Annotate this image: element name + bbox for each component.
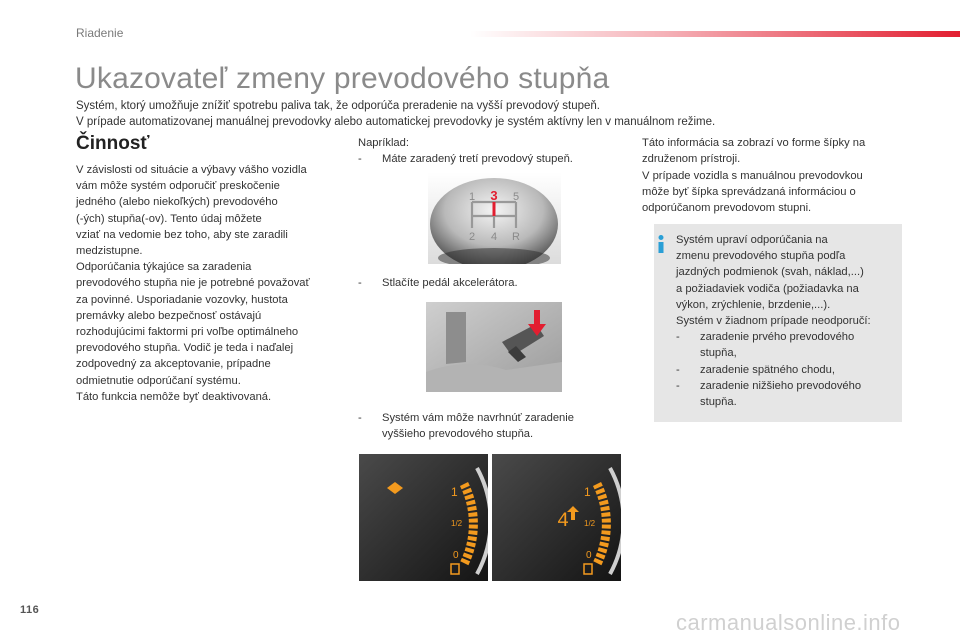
text-line: premávky alebo bezpečnosť ostávajú [76,309,262,322]
text-line: medzistupne. [76,245,143,258]
dash: - [676,331,680,344]
info-line: a požiadaviek vodiča (požiadavka na [676,282,859,295]
dash: - [358,277,362,289]
suggested-gear: 4 [557,510,570,533]
text-line: odporúčanom prevodovom stupni. [642,202,812,215]
list-item-text: zaradenie nižšieho prevodového [700,379,862,392]
text-line: za povinné. Usporiadanie vozovky, hustota [76,293,288,306]
section-header: Riadenie [76,26,124,40]
dash: - [358,412,362,424]
gear-digit: 5 [512,191,520,203]
step-3 [358,410,628,442]
gauge-mark: 0 [453,550,459,561]
step-text: Stlačíte pedál akcelerátora. [382,277,518,289]
accelerator-pedal-illustration [426,302,562,392]
text-line: rozhodujúcimi faktormi pri voľbe optimálneho [76,326,299,339]
text-line: prevodového stupňa nie je potrebné považovať [76,277,310,290]
dash: - [358,153,362,165]
text-line: Odporúčania týkajúce sa zaradenia [76,261,252,274]
info-line: výkon, zrýchlenie, brzdenie,...). [676,298,831,311]
text-line: vziať na vedomie bez toho, aby ste zaradili [76,228,288,241]
list-item [676,378,871,394]
info-line: zmenu prevodového stupňa podľa [676,250,846,263]
gear-digit: R [512,231,520,243]
list-item-continuation [676,345,871,361]
info-line: jazdných podmienok (svah, náklad,...) [676,266,864,279]
text-line: prevodového stupňa. Vodič je teda i naďalej [76,342,294,355]
watermark: carmanualsonline.info [676,610,901,635]
header-rule [470,31,960,37]
list-item-text: stupňa, [700,347,737,360]
text-line: jedného (alebo niekoľkých) prevodového [76,196,278,209]
gear-knob-illustration [428,172,561,264]
intro-line: Systém, ktorý umožňuje znížiť spotrebu paliva tak, že odporúča preradenie na vyšší prevodový stupeň. [76,100,601,112]
text-line: Táto funkcia nemôže byť deaktivovaná. [76,390,272,403]
text-line: môže byť šípka sprevádzaná informáciou o [642,185,856,198]
gauge-mark: 1/2 [451,519,463,528]
intro-line: V prípade automatizovanej manuálnej prevodovky alebo automatickej prevodovky je systém aktívny len v manuálnom režime. [76,116,716,128]
gear-digit: 4 [490,231,498,243]
gauge-mark: 1 [584,485,591,499]
text-line: združenom prístroji. [642,153,741,166]
gear-digit: 3 [490,188,498,203]
step-text: Systém vám môže navrhnúť zaradenie [382,412,574,424]
gauge-mark: 1/2 [584,519,596,528]
step-text: Máte zaradený tretí prevodový stupeň. [382,153,573,165]
info-icon [654,234,668,254]
list-item-text: zaradenie prvého prevodového [700,331,855,344]
display-info-column [642,135,912,216]
info-line: Systém v žiadnom prípade neodporučí: [676,315,871,328]
text-line: V prípade vozidla s manuálnou prevodovkou [642,169,863,182]
intro-text [76,98,936,130]
list-item [676,362,871,378]
list-item-text: stupňa. [700,395,737,408]
list-item-text: zaradenie spätného chodu, [700,363,835,376]
text-line: zodpovedný za akceptovanie, prípadne [76,358,271,371]
text-line: vám môže systém odporučiť preskočenie [76,180,280,193]
list-item [676,329,871,345]
info-list [676,329,871,410]
dash: - [676,379,680,392]
section-title: Činnosť [76,133,150,154]
page-title: Ukazovateľ zmeny prevodového stupňa [75,62,610,95]
step-text: vyššieho prevodového stupňa. [382,428,534,440]
example-label: Napríklad: [358,137,409,149]
gauge-mark: 0 [586,550,592,561]
dash: - [676,363,680,376]
gauge-mark: 1 [451,485,458,499]
step-2 [358,275,618,291]
text-line: V závislosti od situácie a výbavy vášho vozidla [76,164,307,176]
instrument-gauges-illustration [359,454,621,581]
description-column [76,162,341,405]
gear-digit: 2 [468,231,476,243]
page-number: 116 [20,604,40,616]
text-line: odmietnutie odporúčaní systému. [76,374,241,387]
text-line: (-ých) stupňa(-ov). Tento údaj môžete [76,212,262,225]
step-1 [358,151,618,167]
info-text [676,232,871,410]
list-item-continuation [676,394,871,410]
gear-digit: 1 [468,191,476,203]
text-line: Táto informácia sa zobrazí vo forme šípky na [642,137,866,149]
info-line: Systém upraví odporúčania na [676,234,828,246]
